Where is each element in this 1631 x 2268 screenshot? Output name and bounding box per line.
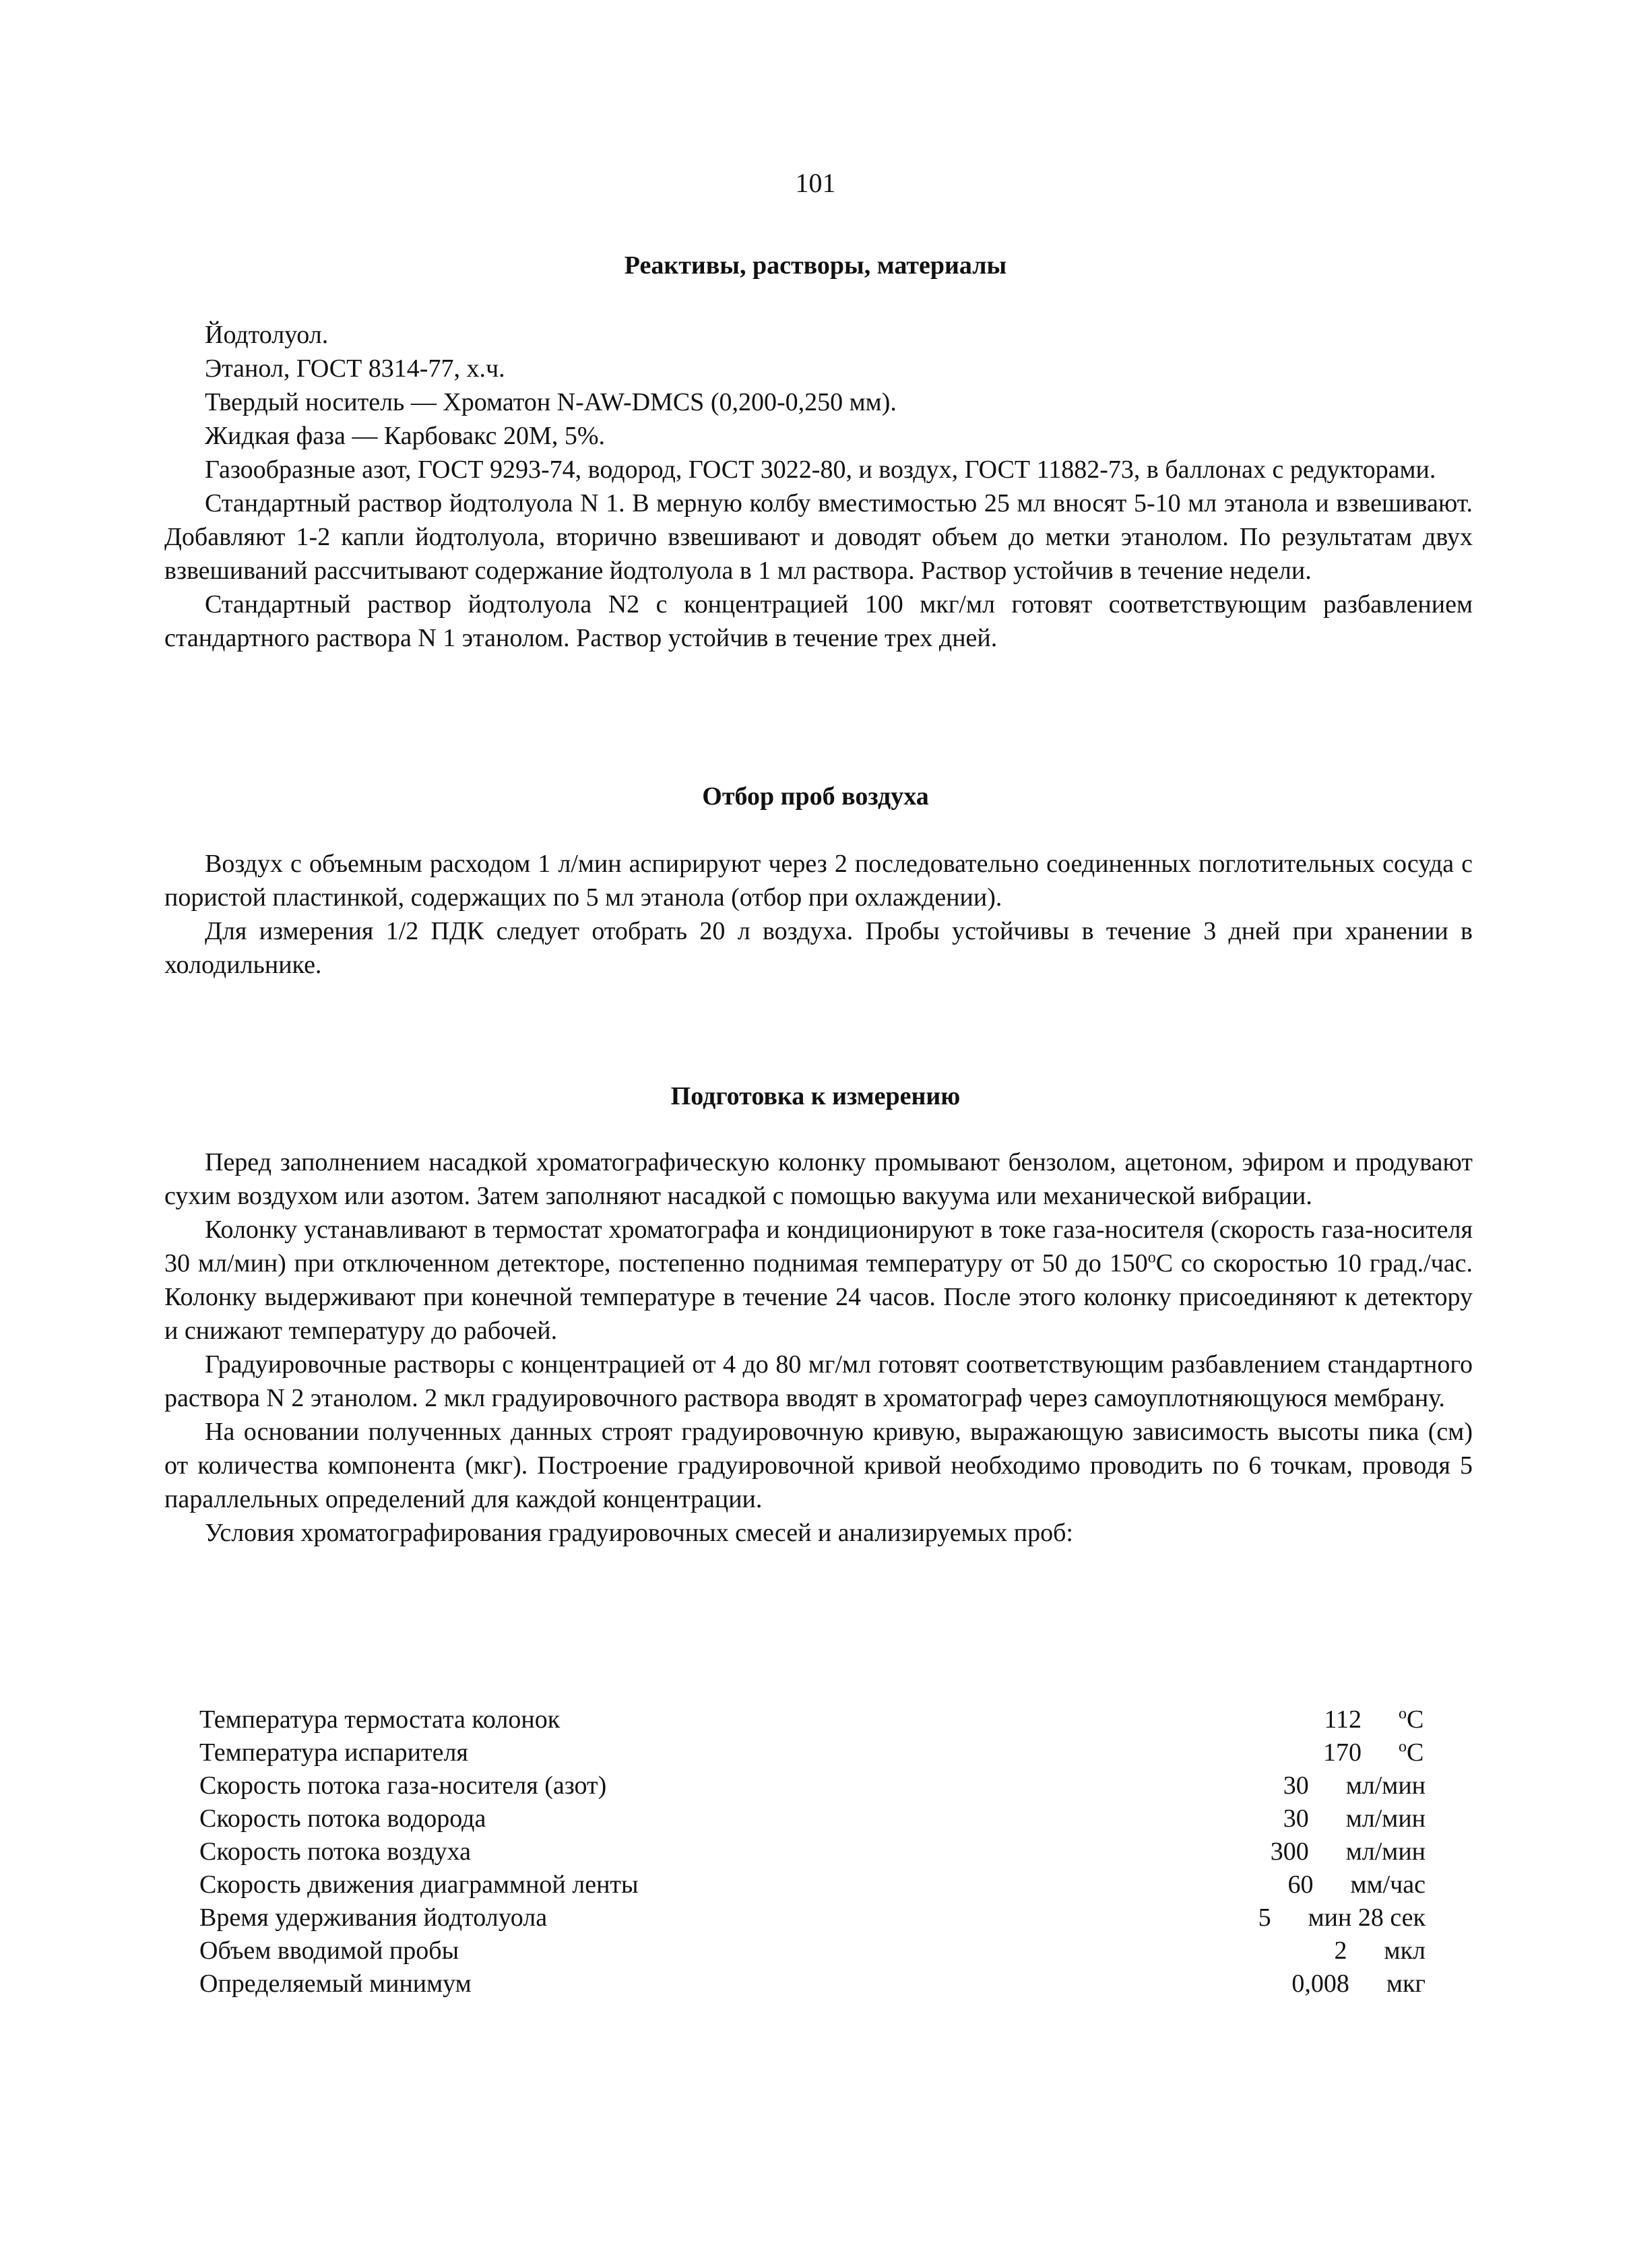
table-row [199,1835,1426,1868]
text-fragment: С со скоростью 10 град./час. Колонку выдерживают при конечной температуре в течение 24 часов. После этого колонку присоединяют к детектору и снижают температуру до рабочей. [164,1249,1473,1345]
text-fragment: Колонку устанавливают в термостат хроматографа и кондиционируют в токе газа-носителя (скорость газа-носителя 30 мл/мин) при отключенном детекторе, постепенно поднимая температуру от 50 до 150 [164,1216,1473,1278]
param-value: 300 [1270,1837,1309,1866]
param-unit: мкл [1384,1936,1426,1965]
param-value: 30 [1283,1771,1309,1800]
table-row [199,1934,1426,1967]
paragraph: Для измерения 1/2 ПДК следует отобрать 20 л воздуха. Пробы устойчивы в течение 3 дней при хранении в холодильнике. [164,917,1473,979]
unit-text: С [1407,1738,1424,1767]
paragraph [164,1213,1473,1348]
table-row [199,1802,1426,1835]
param-value: 2 [1334,1936,1347,1965]
param-unit [1399,1738,1424,1767]
table-row [199,1967,1426,2000]
section-heading-air-sampling: Отбор проб воздуха [702,782,929,811]
param-unit: мл/мин [1345,1837,1426,1866]
param-unit [1399,1705,1424,1734]
degree-sign: о [1399,1704,1407,1722]
section-heading-preparation: Подготовка к измерению [670,1082,961,1110]
paragraph: Градуировочные растворы с концентрацией от 4 до 80 мг/мл готовят соответствующим разбавлением стандартного раствора N 2 этанолом. 2 мкл градуировочного раствора вводят в хроматограф через самоуплотняющуюся мембрану. [164,1350,1473,1412]
param-value: 0,008 [1291,1969,1349,1998]
paragraph: Стандартный раствор йодтолуола N 1. В мерную колбу вместимостью 25 мл вносят 5-10 мл этанола и взвешивают. Добавляют 1-2 капли йодтолуола, вторично взвешивают и доводят объем до метки этанолом. По результатам двух взвешиваний рассчитывают содержание йодтолуола в 1 мл раствора. Раствор устойчив в течение недели. [164,489,1473,585]
param-value: 30 [1283,1804,1309,1833]
param-name: Температура термостата колонок [199,1705,561,1734]
param-unit: мин 28 сек [1308,1903,1426,1932]
chromatography-conditions-table [199,1703,1426,2000]
table-row [199,1868,1426,1901]
param-unit: мкг [1386,1969,1426,1998]
paragraph: Воздух с объемным расходом 1 л/мин аспирируют через 2 последовательно соединенных поглотительных сосуда с пористой пластинкой, содержащих по 5 мл этанола (отбор при охлаждении). [164,850,1473,912]
page-number: 101 [795,168,836,198]
param-value: 112 [1324,1705,1362,1734]
param-name: Скорость движения диаграммной ленты [199,1870,639,1899]
table-row [199,1769,1426,1802]
table-row [199,1736,1426,1769]
paragraph: На основании полученных данных строят градуировочную кривую, выражающую зависимость высоты пика (см) от количества компонента (мкг). Построение градуировочной кривой необходимо проводить по 6 точкам, проводя 5 параллельных определений для каждой концентрации. [164,1418,1473,1513]
param-name: Скорость потока газа-носителя (азот) [199,1771,607,1800]
degree-sign: о [1399,1737,1407,1755]
param-unit: мл/мин [1345,1771,1426,1800]
param-name: Температура испарителя [199,1738,468,1767]
air-sampling-section [164,847,1473,982]
param-name: Скорость потока воздуха [199,1837,472,1866]
param-value: 170 [1323,1738,1362,1767]
param-name: Объем вводимой пробы [199,1936,459,1965]
param-unit: мл/мин [1345,1804,1426,1833]
degree-sign: о [1147,1249,1156,1267]
reagent-line: Йодтолуол. [205,321,329,349]
table-row [199,1901,1426,1934]
param-name: Время удерживания йодтолуола [199,1903,548,1932]
paragraph: Газообразные азот, ГОСТ 9293-74, водород, ГОСТ 3022-80, и воздух, ГОСТ 11882-73, в баллонах с редукторами. [205,455,1436,484]
preparation-section [164,1145,1473,1550]
param-value: 5 [1258,1903,1271,1932]
reagent-line: Твердый носитель — Хроматон N-AW-DMCS (0,200-0,250 мм). [205,388,897,416]
param-unit: мм/час [1350,1870,1426,1899]
param-name: Определяемый минимум [199,1969,472,1998]
reagents-section [164,318,1473,655]
paragraph: Перед заполнением насадкой хроматографическую колонку промывают бензолом, ацетоном, эфиром и продувают сухим воздухом или азотом. Затем заполняют насадкой с помощью вакуума или механической вибрации. [164,1148,1473,1210]
param-name: Скорость потока водорода [199,1804,486,1833]
table-row [199,1703,1426,1736]
paragraph: Условия хроматографирования градуировочных смесей и анализируемых проб: [205,1519,1073,1547]
section-heading-reagents: Реактивы, растворы, материалы [624,251,1007,280]
reagent-line: Этанол, ГОСТ 8314-77, х.ч. [205,354,505,383]
reagent-line: Жидкая фаза — Карбовакс 20М, 5%. [205,422,605,450]
param-value: 60 [1287,1870,1314,1899]
unit-text: С [1407,1705,1424,1734]
paragraph: Стандартный раствор йодтолуола N2 с концентрацией 100 мкг/мл готовят соответствующим разбавлением стандартного раствора N 1 этанолом. Раствор устойчив в течение трех дней. [164,590,1473,652]
